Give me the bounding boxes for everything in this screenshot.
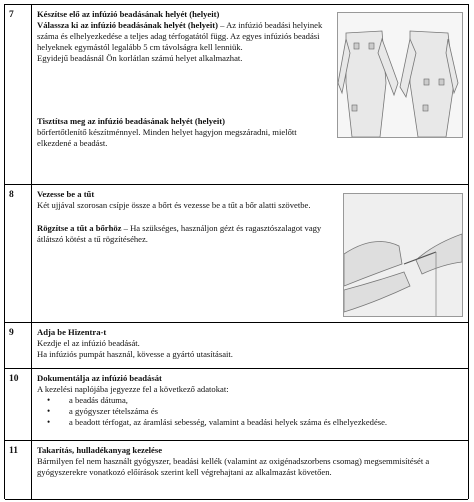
list-item: • a beadás dátuma, <box>69 395 462 406</box>
step-title: Takarítás, hulladékanyag kezelése <box>37 445 163 455</box>
step-text: Kezdje el az infúzió beadását. <box>37 338 140 348</box>
list-item: • a beadott térfogat, az áramlási sebesség, valamint a beadási helyek száma és elhelyezkedése. <box>69 417 462 428</box>
step-title: Adja be Hizentra-t <box>37 327 107 337</box>
step-content <box>37 9 326 149</box>
step-row-11 <box>5 441 468 500</box>
step-text: Bármilyen fel nem használt gyógyszer, beadási kellék (valamint az oxigénadszorbens csomag) megsemmisítését a gyógyszerekre vonatkozó előírások szerint kell végrehajtani az alkalmazást követően. <box>37 456 430 477</box>
infusion-sites-illustration <box>337 12 463 138</box>
step-text: Ha infúziós pumpát használ, kövesse a gyártó utasításait. <box>37 349 233 359</box>
step-text: Válassza ki az infúzió beadásának helyét (helyeit) – Az infúzió beadási helyinek száma és elhelyezkedése a teljes adag térfogatától függ. Az egyes infúziós beadási helyeknek egymástól legalább 5 cm távolságra kell lenniük. <box>37 20 323 52</box>
step-text: Két ujjával szorosan csípje össze a bőrt és vezesse be a tűt a bőr alatti szövetbe. <box>37 200 311 210</box>
step-row-10 <box>5 369 468 441</box>
step-number: 7 <box>5 5 32 184</box>
record-items-list <box>37 395 462 428</box>
step-title: Dokumentálja az infúzió beadását <box>37 373 162 383</box>
step-subtitle: Tisztítsa meg az infúzió beadásának helyét (helyeit) <box>37 116 225 126</box>
instructions-table <box>4 4 469 499</box>
step-content <box>37 327 462 360</box>
step-number: 9 <box>5 323 32 368</box>
step-row-9 <box>5 323 468 369</box>
step-content <box>37 445 462 478</box>
step-text: Rögzítse a tűt a bőrhöz – Ha szükséges, használjon gézt és ragasztószalagot vagy átlátszó kötést a tű rögzítéséhez. <box>37 223 322 244</box>
step-content <box>37 373 462 428</box>
step-text: A kezelési naplójába jegyezze fel a következő adatokat: <box>37 384 229 394</box>
step-number: 10 <box>5 369 32 440</box>
step-title: Készítse elő az infúzió beadásának helyét (helyeit) <box>37 9 220 19</box>
step-number: 11 <box>5 441 32 499</box>
step-title: Vezesse be a tűt <box>37 189 95 199</box>
needle-insertion-illustration <box>343 193 463 317</box>
list-item: • a gyógyszer tételszáma és <box>69 406 462 417</box>
step-content <box>37 189 323 245</box>
step-row-8 <box>5 185 468 323</box>
step-text: bőrfertőtlenítő készítménnyel. Minden helyet hagyjon megszáradni, mielőtt elkezdené a beadást. <box>37 127 297 148</box>
step-number: 8 <box>5 185 32 322</box>
step-row-7 <box>5 5 468 185</box>
step-text: Egyidejű beadásnál Ön korlátlan számú helyet alkalmazhat. <box>37 53 243 63</box>
